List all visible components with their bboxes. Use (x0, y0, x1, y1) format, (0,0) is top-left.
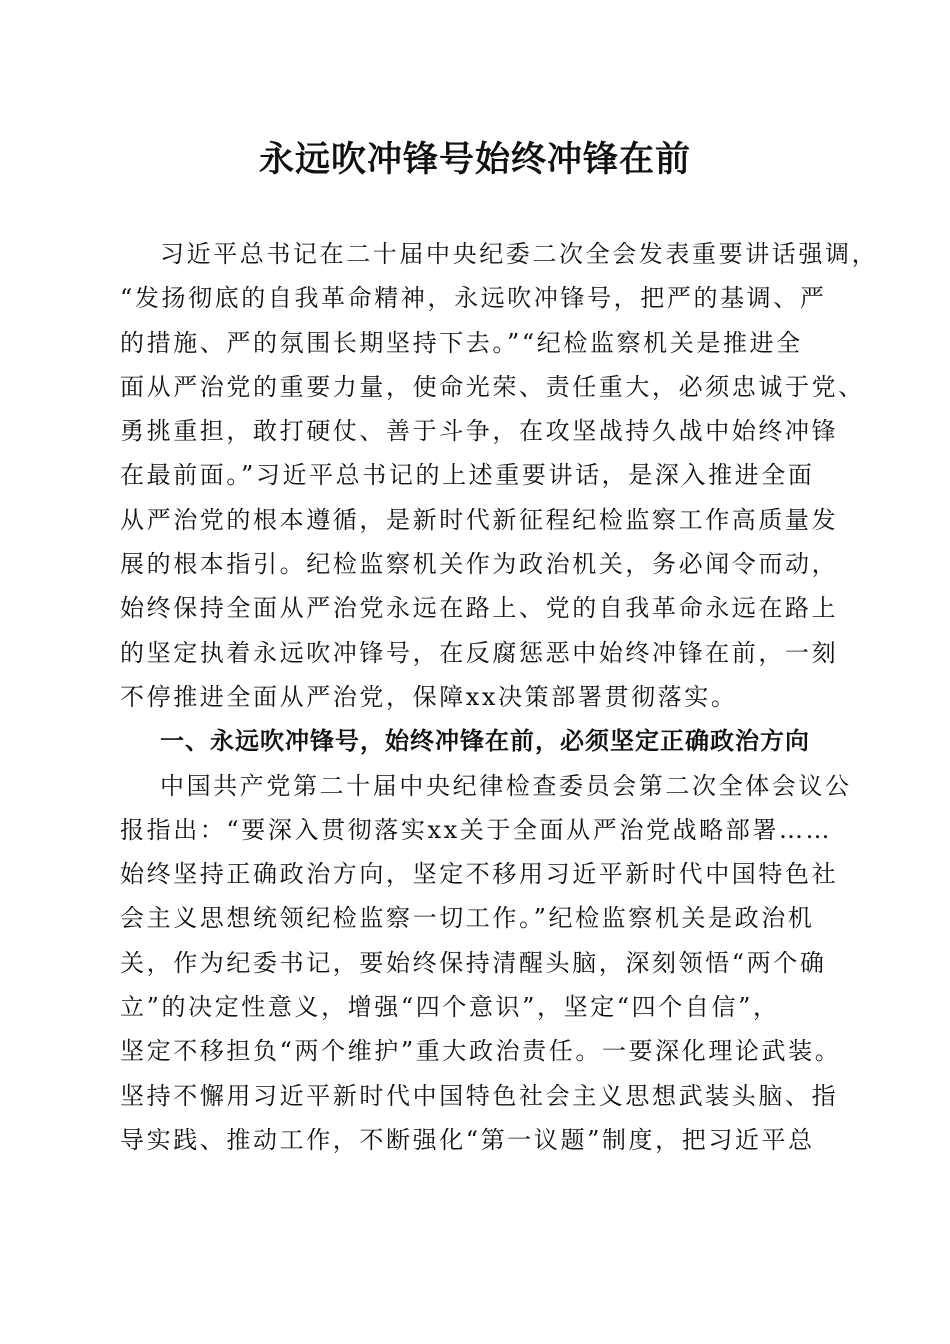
section-heading: 一、永远吹冲锋号，始终冲锋在前，必须坚定正确政治方向 (160, 727, 810, 756)
paragraph-line: 在最前面。”习近平总书记的上述重要讲话，是深入推进全面 (120, 461, 815, 490)
paragraph-line: 立”的决定性意义，增强“四个意识”，坚定“四个自信”， (120, 993, 780, 1022)
paragraph-line: 关，作为纪委书记，要始终保持清醒头脑，深刻领悟“两个确 (120, 948, 827, 977)
paragraph-line: 中国共产党第二十届中央纪律检查委员会第二次全体会议公 (160, 771, 852, 800)
paragraph-2 (120, 764, 852, 1163)
paragraph-line: 面从严治党的重要力量，使命光荣、责任重大，必须忠诚于党、 (120, 372, 865, 401)
document-body (120, 232, 879, 1162)
paragraph-line: 的坚定执着永远吹冲锋号，在反腐惩恶中始终冲锋在前，一刻 (120, 638, 839, 667)
paragraph-line: 坚定不移担负“两个维护”重大政治责任。一要深化理论武装。 (120, 1037, 842, 1066)
paragraph-line: “发扬彻底的自我革命精神，永远吹冲锋号，把严的基调、严 (120, 284, 827, 313)
paragraph-line: 始终坚持正确政治方向，坚定不移用习近平新时代中国特色社 (120, 860, 839, 889)
paragraph-line: 习近平总书记在二十届中央纪委二次全会发表重要讲话强调， (160, 240, 879, 268)
paragraph-line: 从严治党的根本遵循，是新时代新征程纪检监察工作高质量发 (120, 505, 839, 534)
paragraph-line: 报指出：“要深入贯彻落实xx关于全面从严治党战略部署…… (120, 815, 833, 844)
paragraph-line: 导实践、推动工作，不断强化“第一议题”制度，把习近平总 (120, 1125, 815, 1154)
paragraph-line: 始终保持全面从严治党永远在路上、党的自我革命永远在路上 (120, 594, 839, 623)
document-title: 永远吹冲锋号始终冲锋在前 (258, 139, 691, 180)
paragraph-line: 勇挑重担，敢打硬仗、善于斗争，在攻坚战持久战中始终冲锋 (120, 417, 839, 446)
paragraph-1 (120, 232, 879, 719)
paragraph-line: 的措施、严的氛围长期坚持下去。”“纪检监察机关是推进全 (120, 328, 803, 357)
paragraph-line: 不停推进全面从严治党，保障xx决策部署贯彻落实。 (120, 682, 738, 711)
paragraph-line: 会主义思想统领纪检监察一切工作。”纪检监察机关是政治机 (120, 904, 815, 933)
paragraph-line: 坚持不懈用习近平新时代中国特色社会主义思想武装头脑、指 (120, 1081, 839, 1110)
paragraph-line: 展的根本指引。纪检监察机关作为政治机关，务必闻令而动， (120, 550, 839, 579)
